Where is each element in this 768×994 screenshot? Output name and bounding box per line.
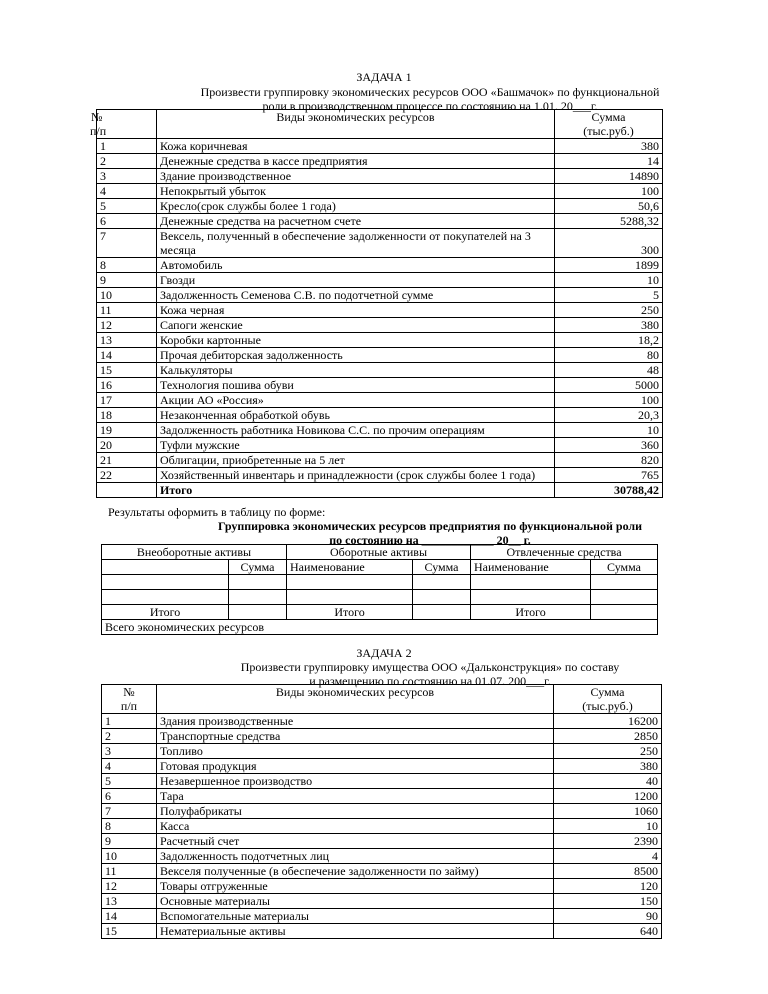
- row-number: 14: [97, 348, 157, 363]
- form-heading2: по состоянию на ____________ 20__ г.: [329, 533, 531, 547]
- table-row: [97, 333, 663, 348]
- row-sum: 5288,32: [555, 214, 663, 229]
- row-number: 2: [97, 154, 157, 169]
- total-label: Итого: [157, 483, 555, 498]
- row-number: 13: [102, 894, 157, 909]
- table-row: [97, 214, 663, 229]
- table-row: [102, 864, 662, 879]
- form-h-sum-3: Сумма: [591, 560, 658, 575]
- row-name: Задолженность работника Новикова С.С. по прочим операциям: [157, 423, 555, 438]
- row-sum: 16200: [554, 714, 662, 729]
- row-number: 13: [97, 333, 157, 348]
- row-name: Непокрытый убыток: [157, 184, 555, 199]
- row-name: Кресло(срок службы более 1 года): [157, 199, 555, 214]
- row-number: 20: [97, 438, 157, 453]
- form-total-2: Итого: [287, 605, 413, 620]
- row-sum: 18,2: [555, 333, 663, 348]
- row-number: 15: [97, 363, 157, 378]
- table-row: [102, 759, 662, 774]
- row-sum: 100: [555, 393, 663, 408]
- form-h-noncurrent: Внеоборотные активы: [102, 545, 287, 560]
- total-row: [97, 483, 663, 498]
- row-number: 8: [97, 258, 157, 273]
- form-total-3: Итого: [471, 605, 591, 620]
- table-row: [102, 909, 662, 924]
- table-row: [97, 199, 663, 214]
- row-number: 21: [97, 453, 157, 468]
- table-row: [97, 154, 663, 169]
- table-row: [97, 273, 663, 288]
- form-h-name-3: Наименование: [471, 560, 591, 575]
- form-intro: Результаты оформить в таблицу по форме:: [108, 505, 326, 519]
- table-row: [97, 408, 663, 423]
- row-number: 7: [102, 804, 157, 819]
- row-number: 12: [102, 879, 157, 894]
- row-sum: 820: [555, 453, 663, 468]
- row-number: 10: [97, 288, 157, 303]
- table-row: [97, 423, 663, 438]
- row-name: Автомобиль: [157, 258, 555, 273]
- task1-col-name: Виды экономических ресурсов: [157, 110, 555, 139]
- row-sum: 14: [555, 154, 663, 169]
- row-name: Основные материалы: [157, 894, 554, 909]
- table-row: [102, 714, 662, 729]
- row-name: Топливо: [157, 744, 554, 759]
- table-row: [97, 468, 663, 483]
- task2-title: ЗАДАЧА 2: [356, 646, 412, 660]
- row-number: 14: [102, 909, 157, 924]
- row-sum: 10: [555, 273, 663, 288]
- row-name: Расчетный счет: [157, 834, 554, 849]
- form-h-sum-2: Сумма: [413, 560, 471, 575]
- row-sum: 10: [555, 423, 663, 438]
- row-sum: 90: [554, 909, 662, 924]
- row-name: Прочая дебиторская задолженность: [157, 348, 555, 363]
- row-name: Вексель, полученный в обеспечение задолженности от покупателей на 3 месяца: [157, 229, 555, 258]
- row-number: 22: [97, 468, 157, 483]
- row-sum: 360: [555, 438, 663, 453]
- task1-line1: Произвести группировку экономических ресурсов ООО «Башмачок» по функциональной: [200, 85, 660, 99]
- table-row: [102, 774, 662, 789]
- row-number: 2: [102, 729, 157, 744]
- table-row: [97, 363, 663, 378]
- row-name: Денежные средства на расчетном счете: [157, 214, 555, 229]
- row-name: Задолженность Семенова С.В. по подотчетной сумме: [157, 288, 555, 303]
- row-name: Гвозди: [157, 273, 555, 288]
- row-number: 1: [97, 139, 157, 154]
- row-number: 9: [97, 273, 157, 288]
- row-name: Денежные средства в кассе предприятия: [157, 154, 555, 169]
- row-name: Готовая продукция: [157, 759, 554, 774]
- table-row: [97, 139, 663, 154]
- table-row: [97, 348, 663, 363]
- task1-title: ЗАДАЧА 1: [356, 70, 412, 84]
- task2-col-sum-top: Сумма: [590, 685, 625, 699]
- task2-col-no-top: №: [123, 685, 135, 699]
- row-sum: 380: [554, 759, 662, 774]
- form-grand-total: Всего экономических ресурсов: [102, 620, 658, 635]
- row-number: 4: [102, 759, 157, 774]
- form-heading1: Группировка экономических ресурсов предприятия по функциональной роли: [217, 519, 643, 533]
- table-row: [102, 924, 662, 939]
- row-number: 3: [97, 169, 157, 184]
- row-sum: 380: [555, 318, 663, 333]
- row-sum: 120: [554, 879, 662, 894]
- table-row: [102, 789, 662, 804]
- task1-line2: роли в производственном процессе по состоянию на 1.01. 20___г.: [262, 99, 598, 113]
- row-name: Транспортные средства: [157, 729, 554, 744]
- form-h-diverted: Отвлеченные средства: [471, 545, 658, 560]
- table-row: [102, 819, 662, 834]
- task1-col-sum-bottom: (тыс.руб.): [583, 124, 634, 138]
- table-row: [97, 258, 663, 273]
- task1-table: [90, 109, 663, 498]
- row-name: Задолженность подотчетных лиц: [157, 849, 554, 864]
- row-name: Туфли мужские: [157, 438, 555, 453]
- row-sum: 765: [555, 468, 663, 483]
- form-table: [101, 544, 658, 635]
- total-sum: 30788,42: [555, 483, 663, 498]
- row-number: 1: [102, 714, 157, 729]
- task2-col-no-bottom: п/п: [120, 699, 138, 713]
- row-name: Сапоги женские: [157, 318, 555, 333]
- table-row: [97, 169, 663, 184]
- row-number: 6: [102, 789, 157, 804]
- table-row: [102, 849, 662, 864]
- row-sum: 8500: [554, 864, 662, 879]
- table-row: [97, 453, 663, 468]
- row-sum: 5: [555, 288, 663, 303]
- row-number: 11: [97, 303, 157, 318]
- row-name: Коробки картонные: [157, 333, 555, 348]
- table-row: [102, 729, 662, 744]
- row-sum: 20,3: [555, 408, 663, 423]
- row-sum: 380: [555, 139, 663, 154]
- row-name: Технология пошива обуви: [157, 378, 555, 393]
- table-row: [102, 894, 662, 909]
- row-number: 3: [102, 744, 157, 759]
- table-row: [97, 318, 663, 333]
- row-name: Тара: [157, 789, 554, 804]
- row-name: Товары отгруженные: [157, 879, 554, 894]
- row-number: 19: [97, 423, 157, 438]
- row-name: Здание производственное: [157, 169, 555, 184]
- row-name: Незаконченная обработкой обувь: [157, 408, 555, 423]
- row-number: 10: [102, 849, 157, 864]
- row-number: 15: [102, 924, 157, 939]
- row-sum: 50,6: [555, 199, 663, 214]
- table-row: [97, 438, 663, 453]
- row-sum: 5000: [555, 378, 663, 393]
- row-name: Здания производственные: [157, 714, 554, 729]
- table-row: [97, 378, 663, 393]
- table-row: [97, 184, 663, 199]
- row-sum: 300: [555, 229, 663, 258]
- task1-col-sum-top: Сумма: [591, 110, 626, 124]
- row-name: Полуфабрикаты: [157, 804, 554, 819]
- row-number: 7: [97, 229, 157, 258]
- row-name: Касса: [157, 819, 554, 834]
- row-name: Хозяйственный инвентарь и принадлежности (срок службы более 1 года): [157, 468, 555, 483]
- form-empty-row: [102, 590, 658, 605]
- form-h-noncurrent-name-blank: [102, 560, 229, 575]
- row-sum: 1060: [554, 804, 662, 819]
- row-number: 6: [97, 214, 157, 229]
- row-number: 8: [102, 819, 157, 834]
- form-empty-row: [102, 575, 658, 590]
- row-sum: 1200: [554, 789, 662, 804]
- row-sum: 150: [554, 894, 662, 909]
- table-row: [102, 744, 662, 759]
- row-number: 11: [102, 864, 157, 879]
- row-sum: 2390: [554, 834, 662, 849]
- row-sum: 2850: [554, 729, 662, 744]
- task2-line1: Произвести группировку имущества ООО «Дальконструкция» по составу: [240, 660, 620, 674]
- row-sum: 250: [554, 744, 662, 759]
- row-name: Векселя полученные (в обеспечение задолженности по займу): [157, 864, 554, 879]
- table-row: [102, 834, 662, 849]
- row-number: 4: [97, 184, 157, 199]
- task2-line2: и размещению по состоянию на 01.07. 200___г.: [309, 674, 551, 688]
- row-number: 17: [97, 393, 157, 408]
- table-row: [97, 303, 663, 318]
- row-number: 5: [102, 774, 157, 789]
- row-sum: 48: [555, 363, 663, 378]
- row-name: Вспомогательные материалы: [157, 909, 554, 924]
- task2-col-name: Виды экономических ресурсов: [157, 685, 554, 714]
- row-sum: 1899: [555, 258, 663, 273]
- task1-col-no-top: №: [91, 110, 103, 124]
- row-sum: 80: [555, 348, 663, 363]
- table-row: [97, 229, 663, 258]
- row-name: Нематериальные активы: [157, 924, 554, 939]
- form-h-name-2: Наименование: [287, 560, 413, 575]
- table-row: [102, 804, 662, 819]
- row-number: 18: [97, 408, 157, 423]
- row-name: Облигации, приобретенные на 5 лет: [157, 453, 555, 468]
- form-h-sum-1: Сумма: [229, 560, 287, 575]
- form-h-current: Оборотные активы: [287, 545, 471, 560]
- task1-col-no-bottom: п/п: [90, 124, 107, 138]
- row-number: 9: [102, 834, 157, 849]
- row-name: Кожа черная: [157, 303, 555, 318]
- row-sum: 250: [555, 303, 663, 318]
- form-total-1: Итого: [102, 605, 229, 620]
- task2-table: [101, 684, 662, 939]
- row-sum: 14890: [555, 169, 663, 184]
- table-row: [97, 288, 663, 303]
- row-number: 5: [97, 199, 157, 214]
- row-sum: 10: [554, 819, 662, 834]
- task2-col-sum-bottom: (тыс.руб.): [582, 699, 633, 713]
- row-sum: 4: [554, 849, 662, 864]
- table-row: [97, 393, 663, 408]
- row-number: 16: [97, 378, 157, 393]
- row-sum: 100: [555, 184, 663, 199]
- row-number: 12: [97, 318, 157, 333]
- row-sum: 40: [554, 774, 662, 789]
- row-sum: 640: [554, 924, 662, 939]
- row-name: Кожа коричневая: [157, 139, 555, 154]
- row-name: Акции АО «Россия»: [157, 393, 555, 408]
- row-name: Незавершенное производство: [157, 774, 554, 789]
- row-name: Калькуляторы: [157, 363, 555, 378]
- table-row: [102, 879, 662, 894]
